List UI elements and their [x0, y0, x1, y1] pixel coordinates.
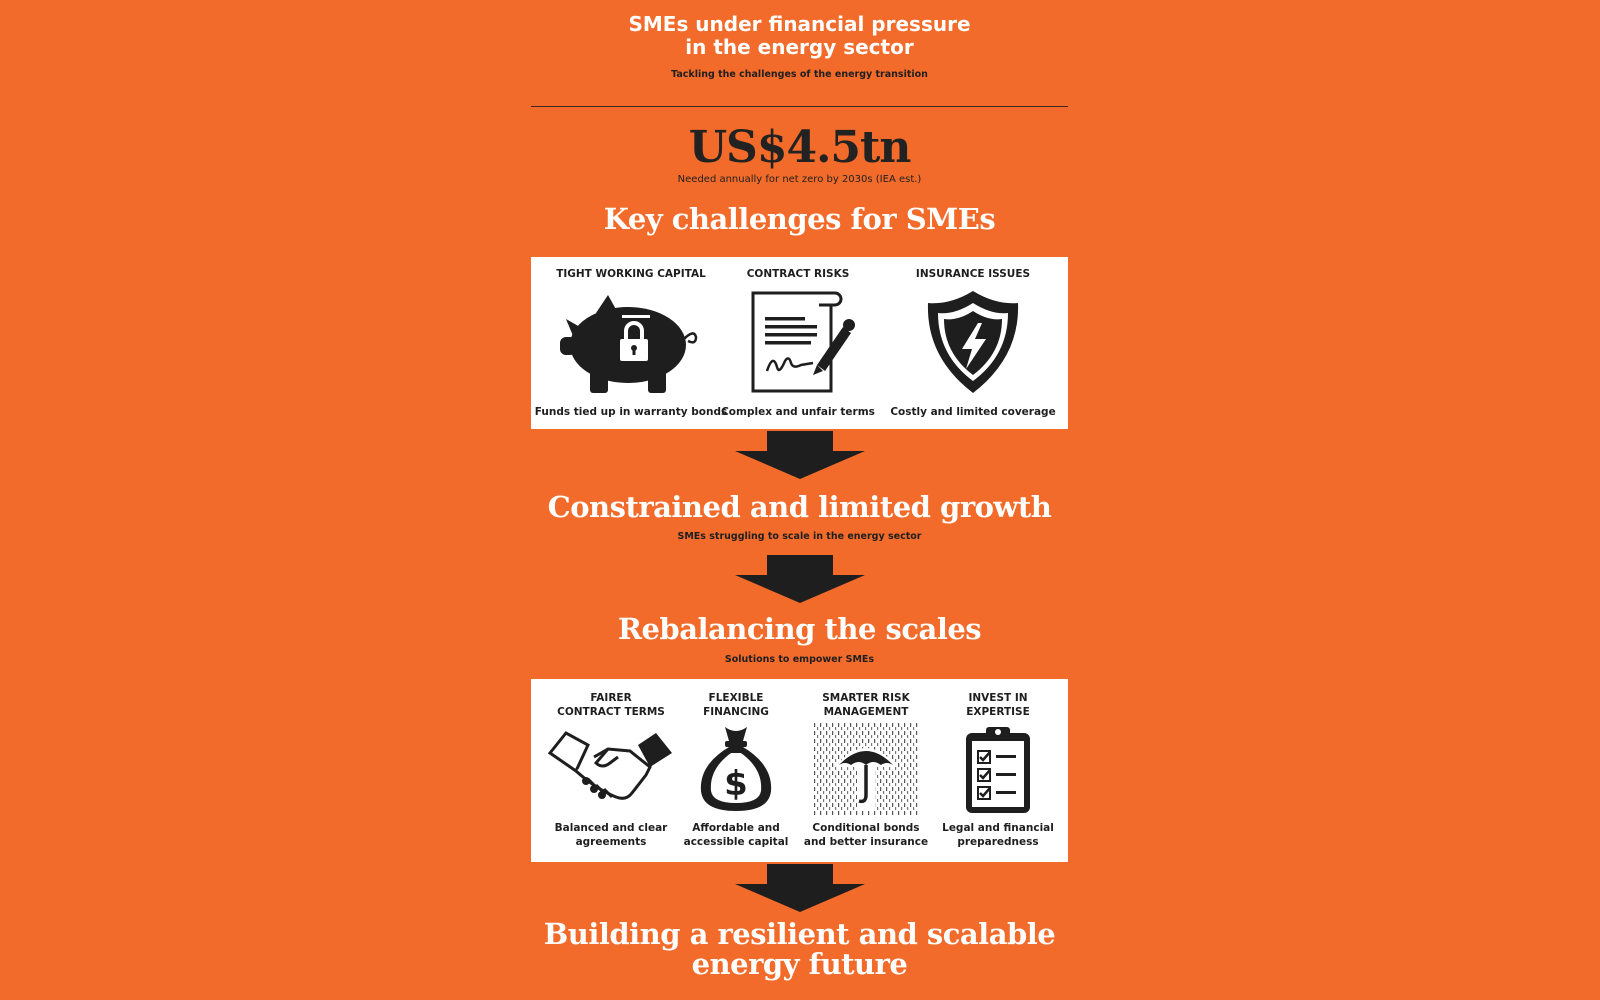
solution-caption-line-1: Balanced and clear: [554, 822, 668, 834]
challenge-title: INSURANCE ISSUES: [915, 268, 1031, 280]
solution-title-line-1: FLEXIBLE: [708, 692, 764, 704]
down-arrow-icon: [735, 431, 865, 479]
challenge-caption: Funds tied up in warranty bonds: [534, 406, 728, 418]
solution-title-line-1: FAIRER: [590, 692, 632, 704]
down-arrow-icon: [735, 864, 865, 912]
challenge-insurance-issues: [883, 267, 1063, 419]
title-line-1: SMEs under financial pressure: [628, 12, 971, 36]
future-line-2: energy future: [691, 947, 908, 981]
solutions-card: [531, 679, 1068, 862]
challenge-title: TIGHT WORKING CAPITAL: [556, 268, 706, 280]
piggy-bank-lock-icon: [531, 287, 731, 397]
page-title: [531, 13, 1068, 59]
header-divider: [531, 106, 1068, 107]
solution-caption-line-2: agreements: [575, 836, 647, 848]
down-arrow-icon: [735, 555, 865, 603]
challenge-title: CONTRACT RISKS: [746, 268, 850, 280]
stat-value: US$4.5tn: [688, 122, 911, 173]
solution-flexible-financing: [681, 691, 791, 849]
page-subtitle: Tackling the challenges of the energy transition: [671, 69, 928, 80]
solution-invest-in-expertise: [933, 691, 1063, 849]
shield-lightning-icon: [883, 287, 1063, 397]
solution-caption-line-1: Affordable and: [692, 822, 780, 834]
contract-signature-icon: [713, 287, 883, 397]
solution-title-line-2: MANAGEMENT: [823, 706, 909, 718]
challenge-caption: Complex and unfair terms: [721, 406, 875, 418]
svg-text:$: $: [724, 764, 748, 804]
future-heading: [531, 919, 1068, 979]
growth-caption: SMEs struggling to scale in the energy sector: [677, 531, 922, 542]
solution-caption-line-2: and better insurance: [803, 836, 929, 848]
growth-heading: Constrained and limited growth: [547, 490, 1052, 524]
challenge-contract-risks: [713, 267, 883, 419]
stat-caption: Needed annually for net zero by 2030s (IEA est.): [677, 174, 922, 185]
solution-fairer-contract-terms: [531, 691, 691, 849]
challenges-heading: Key challenges for SMEs: [603, 202, 996, 236]
solution-title-line-2: EXPERTISE: [966, 706, 1030, 718]
handshake-icon: [531, 723, 691, 815]
solution-title-line-2: CONTRACT TERMS: [557, 706, 665, 718]
challenge-caption: Costly and limited coverage: [890, 406, 1056, 418]
solution-caption-line-2: preparedness: [957, 836, 1039, 848]
challenge-working-capital: [531, 267, 731, 419]
umbrella-rain-icon: [801, 723, 931, 815]
rebalancing-heading: Rebalancing the scales: [617, 612, 982, 646]
future-line-1: Building a resilient and scalable: [543, 917, 1056, 951]
title-line-2: in the energy sector: [685, 35, 914, 59]
solution-title-line-1: SMARTER RISK: [822, 692, 910, 704]
solution-caption-line-2: accessible capital: [683, 836, 789, 848]
challenges-card: [531, 257, 1068, 429]
solution-title-line-2: FINANCING: [703, 706, 769, 718]
solution-caption-line-1: Conditional bonds: [812, 822, 920, 834]
rebalancing-caption: Solutions to empower SMEs: [724, 654, 875, 665]
clipboard-checklist-icon: [933, 723, 1063, 815]
money-bag-icon: [681, 723, 791, 815]
solution-smarter-risk-management: [801, 691, 931, 849]
solution-caption-line-1: Legal and financial: [942, 822, 1054, 834]
solution-title-line-1: INVEST IN: [968, 692, 1028, 704]
